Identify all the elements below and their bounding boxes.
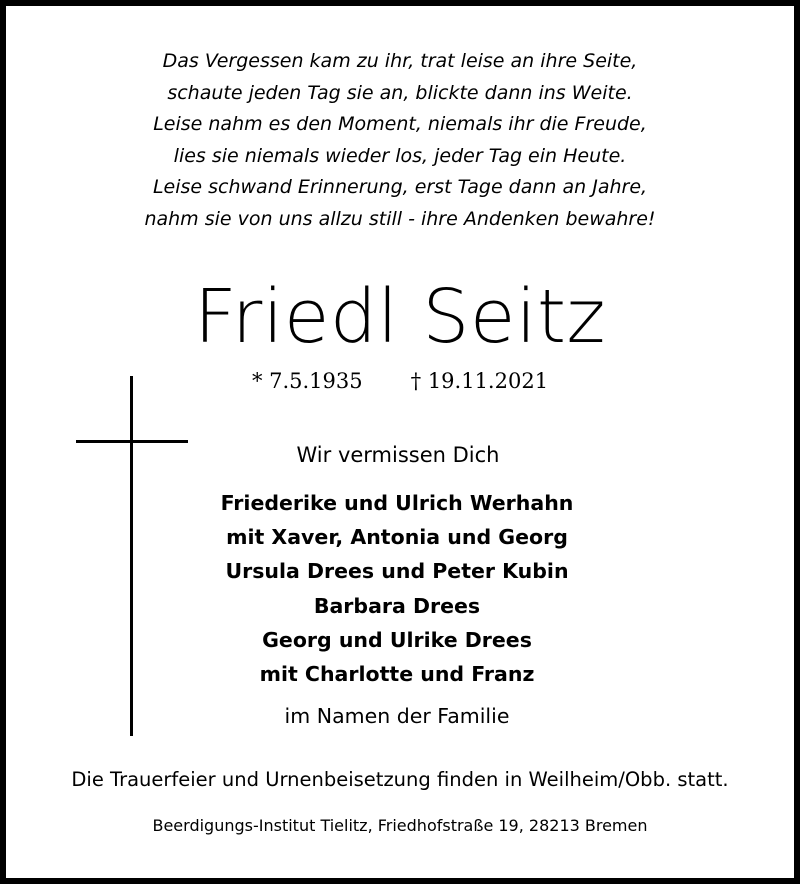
mourner-line: mit Charlotte und Franz <box>259 662 535 687</box>
mourner-line: Ursula Drees und Peter Kubin <box>225 559 569 584</box>
poem-line-2: schaute jeden Tag sie an, blickte dann ins Weite. <box>167 81 633 104</box>
deceased-name: Friedl Seitz <box>194 274 606 360</box>
poem-line-1: Das Vergessen kam zu ihr, trat leise an ihre Seite, <box>162 50 638 72</box>
undertaker-info: Beerdigungs-Institut Tielitz, Friedhofstraße 19, 28213 Bremen <box>152 816 648 835</box>
life-dates <box>0 367 800 395</box>
mourner-line: Barbara Drees <box>313 593 481 618</box>
missing-you-message: Wir vermissen Dich <box>296 443 500 467</box>
cross-vertical-bar <box>130 376 133 736</box>
mourner-line: mit Xaver, Antonia und Georg <box>226 525 568 550</box>
closing-line: im Namen der Familie <box>284 704 510 728</box>
poem-line-5: Leise schwand Erinnerung, erst Tage dann an Jahre, <box>152 176 648 198</box>
death-date: † 19.11.2021 <box>410 369 549 393</box>
poem-line-3: Leise nahm es den Moment, niemals ihr die Freude, <box>153 113 647 135</box>
poem-line-4: lies sie niemals wieder los, jeder Tag ein Heute. <box>173 144 627 167</box>
mourners-list <box>196 486 598 691</box>
birth-date: * 7.5.1935 <box>251 369 363 393</box>
mourner-line: Friederike und Ulrich Werhahn <box>220 491 574 515</box>
mourner-line: Georg und Ulrike Drees <box>262 627 532 652</box>
poem <box>6 46 794 235</box>
service-info: Die Trauerfeier und Urnenbeisetzung finden in Weilheim/Obb. statt. <box>71 768 729 791</box>
poem-line-6: nahm sie von uns allzu still - ihre Andenken bewahre! <box>144 207 656 230</box>
